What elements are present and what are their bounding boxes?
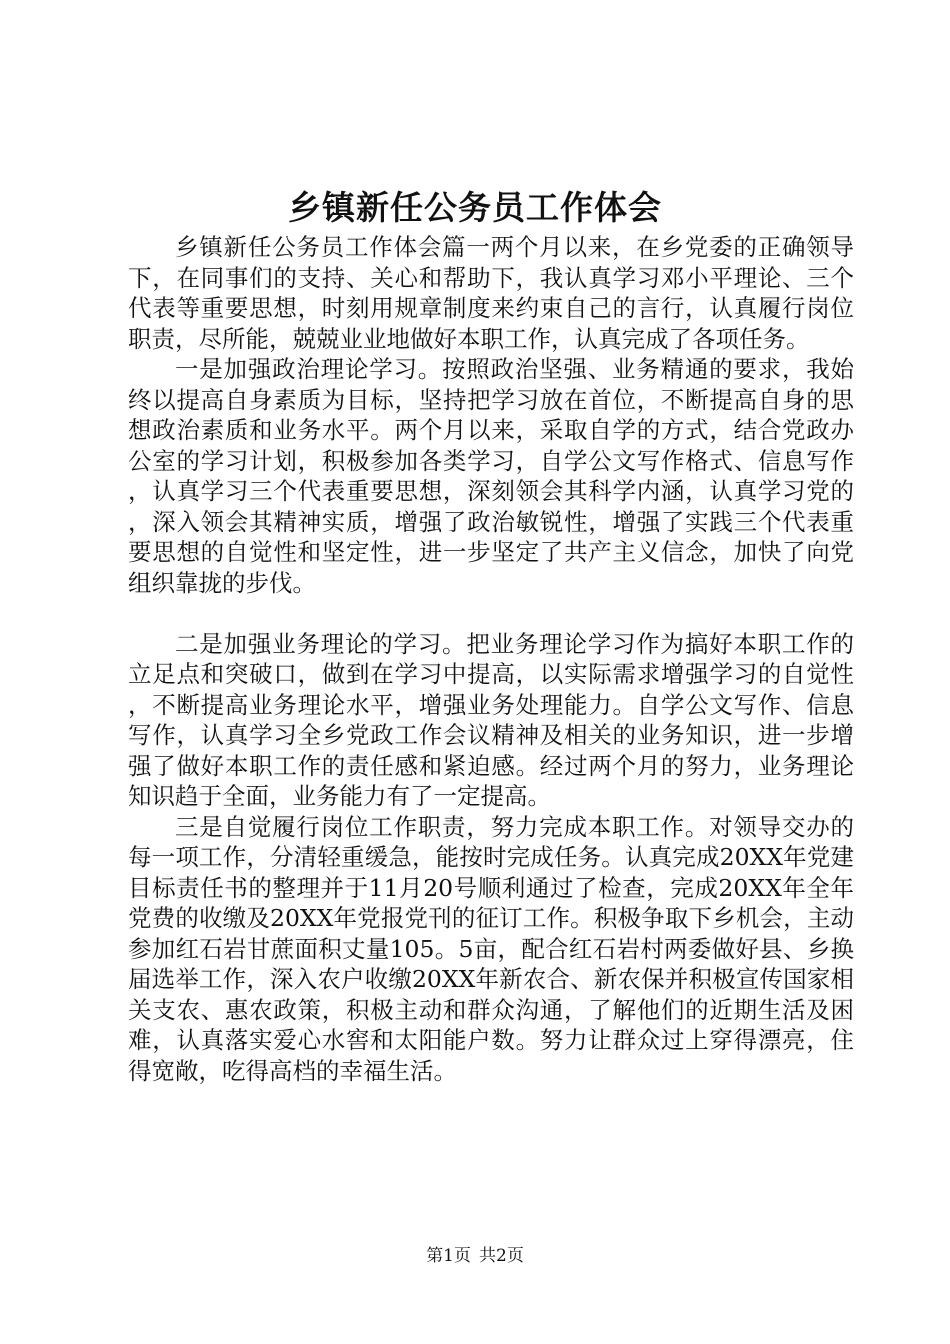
paragraph-job-duties: 三是自觉履行岗位工作职责，努力完成本职工作。对领导交办的每一项工作，分清轻重缓急，能按时完成任务。认真完成20XX年党建目标责任书的整理并于11月20号顺利通过了检查，完成20XX年全年党费的收缴及20XX年党报党刊的征订工作。积极争取下乡机会，主动参加红石岩甘蔗面积丈量105。5亩，配合红石岩村两委做好县、乡换届选举工作，深入农户收缴20XX年新农合、新农保并积极宣传国家相关支农、惠农政策，积极主动和群众沟通，了解他们的近期生活及困难，认真落实爱心水窖和太阳能户数。努力让群众过上穿得漂亮，住得宽敞，吃得高档的幸福生活。 xyxy=(128,812,854,1085)
document-title: 乡镇新任公务员工作体会 xyxy=(288,188,662,227)
paragraph-political-study: 一是加强政治理论学习。按照政治坚强、业务精通的要求，我始终以提高自身素质为目标，坚持把学习放在首位，不断提高自身的思想政治素质和业务水平。两个月以来，采取自学的方式，结合党政办公室的学习计划，积极参加各类学习，自学公文写作格式、信息写作，认真学习三个代表重要思想，深刻领会其科学内涵，认真学习党的，深入领会其精神实质，增强了政治敏锐性，增强了实践三个代表重要思想的自觉性和坚定性，进一步坚定了共产主义信念，加快了向党组织靠拢的步伐。 xyxy=(128,355,854,597)
paragraph-intro: 乡镇新任公务员工作体会篇一两个月以来，在乡党委的正确领导下，在同事们的支持、关心和帮助下，我认真学习邓小平理论、三个代表等重要思想，时刻用规章制度来约束自己的言行，认真履行岗位职责，尽所能，兢兢业业地做好本职工作，认真完成了各项任务。 xyxy=(128,233,854,353)
page-number-current: 第1页 xyxy=(426,1246,471,1266)
page-footer xyxy=(0,1244,950,1268)
page-number-total: 共2页 xyxy=(479,1246,524,1266)
document-body xyxy=(128,232,854,1086)
paragraph-business-study: 二是加强业务理论的学习。把业务理论学习作为搞好本职工作的立足点和突破口，做到在学习中提高，以实际需求增强学习的自觉性，不断提高业务理论水平，增强业务处理能力。自学公文写作、信息写作，认真学习全乡党政工作会议精神及相关的业务知识，进一步增强了做好本职工作的责任感和紧迫感。经过两个月的努力，业务理论知识趋于全面，业务能力有了一定提高。 xyxy=(128,629,854,810)
